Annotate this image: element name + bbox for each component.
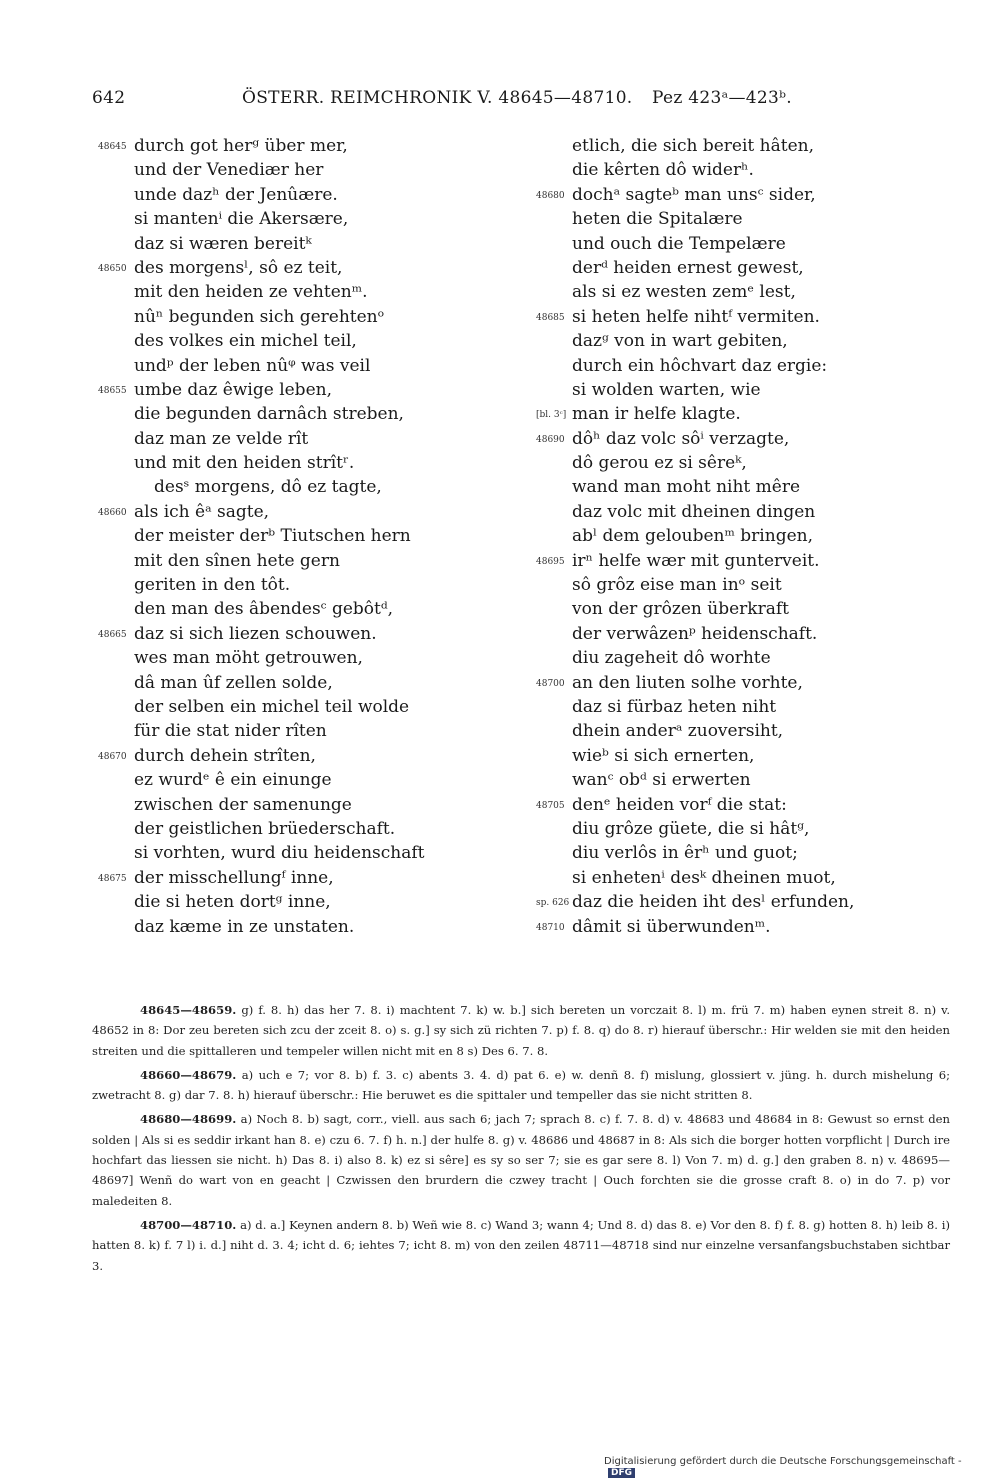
verse-text: des volkes ein michel teil, — [134, 331, 357, 352]
verse-text: der verwâzenᵖ heidenschaft. — [572, 623, 818, 644]
verse-line — [536, 207, 956, 231]
verse-line — [98, 866, 518, 890]
verse-text: abˡ dem geloubenᵐ bringen, — [572, 526, 813, 547]
verse-line — [536, 158, 956, 182]
verse-text: nûⁿ begunden sich gerehtenᵒ — [134, 306, 385, 327]
verse-line — [98, 475, 518, 499]
verse-text: irⁿ helfe wær mit gunterveit. — [572, 550, 820, 571]
verse-text: mit den heiden ze vehtenᵐ. — [134, 282, 368, 303]
verse-text: si heten helfe nihtᶠ vermiten. — [572, 306, 820, 327]
verse-line — [536, 305, 956, 329]
verse-text: dô gerou ez si sêreᵏ, — [572, 453, 747, 474]
line-number: 48685 — [536, 312, 565, 323]
verse-line — [98, 695, 518, 719]
note-text: a) d. a.] Keynen andern 8. b) Weñ wie 8. c) Wand 3; wann 4; Und 8. d) das 8. e) Vor den 8. f) f. 8. g) hotten 8. h) leib 8. i) hatten 8. k) f. 7 l) i. d.] niht d. 3. 4; icht d. 6; iehtes 7; icht 8. m) von den zeilen 48711—48718 sind nur einzelne versanfangsbuchstaben sichtbar 3. — [92, 1217, 950, 1273]
note-paragraph — [92, 1215, 950, 1276]
verse-text: si wolden warten, wie — [572, 379, 761, 400]
footer-text: Digitalisierung gefördert durch die Deutsche Forschungsgemeinschaft - — [604, 1456, 962, 1467]
note-range: 48645—48659. — [140, 1003, 237, 1017]
note-range: 48680—48699. — [140, 1112, 237, 1127]
line-number: 48710 — [536, 922, 565, 933]
verse-line — [536, 427, 956, 451]
verse-line — [536, 329, 956, 353]
verse-line — [536, 524, 956, 548]
verse-line — [98, 280, 518, 304]
verse-text: heten die Spitalære — [572, 209, 743, 230]
line-number: 48695 — [536, 556, 565, 567]
verse-text: geriten in den tôt. — [134, 575, 291, 596]
line-number: 48645 — [98, 142, 127, 152]
verse-line — [536, 817, 956, 841]
verse-line — [98, 744, 518, 768]
verse-text: zwischen der samenunge — [134, 794, 352, 815]
verse-line — [98, 549, 518, 573]
verse-line — [536, 646, 956, 670]
verse-text: durch dehein strîten, — [134, 745, 316, 766]
note-text: g) f. 8. h) das her 7. 8. i) machtent 7. k) w. b.] sich bereten un vorczait 8. l) m. frü 7. m) haben eynen streit 8. n) v. 48652 in 8: Dor zeu bereten sich zcu der zceit 8. o) s. g.] sy sich zü richten 7. p) f. 8. q) do 8. r) hierauf überschr.: Hir welden sie mit den heiden streiten und die spittalleren und tempeler willen nicht mit en 8 s) Des 6. 7. 8. — [92, 1003, 951, 1058]
verse-text: daz si sich liezen schouwen. — [134, 623, 377, 644]
verse-text: denᵉ heiden vorᶠ die stat: — [572, 794, 787, 815]
verse-text: sô grôz eise man inᵒ seit — [572, 575, 782, 596]
verse-line — [536, 500, 956, 524]
verse-text: daz die heiden iht desˡ erfunden, — [572, 892, 855, 913]
verse-text: den man des âbendesᶜ gebôtᵈ, — [134, 599, 394, 620]
right-verse-column — [536, 134, 956, 939]
note-range: 48700—48710. — [140, 1217, 237, 1232]
verse-line — [98, 841, 518, 865]
verse-line — [98, 622, 518, 646]
verse-text: von der grôzen überkraft — [572, 599, 789, 620]
verse-line — [536, 475, 956, 499]
verse-line — [536, 451, 956, 475]
verse-line — [98, 890, 518, 914]
verse-line — [536, 134, 956, 158]
verse-line — [98, 500, 518, 524]
verse-text: si enhetenⁱ desᵏ dheinen muot, — [572, 867, 836, 888]
verse-line — [98, 793, 518, 817]
verse-line — [98, 597, 518, 621]
verse-text: undᵖ der leben nûᵠ was veil — [134, 355, 371, 376]
note-paragraph — [92, 1109, 950, 1210]
verse-line — [536, 622, 956, 646]
verse-text: daz si wæren bereitᵏ — [134, 233, 312, 254]
verse-text: dôʰ daz volc sôⁱ verzagte, — [572, 428, 790, 449]
verse-text: der meister derᵇ Tiutschen hern — [134, 526, 411, 547]
running-header — [92, 88, 808, 114]
verse-text: wes man möht getrouwen, — [134, 648, 363, 669]
verse-line — [98, 158, 518, 182]
verse-line — [536, 378, 956, 402]
verse-text: daz si fürbaz heten niht — [572, 696, 777, 717]
verse-text: si vorhten, wurd diu heidenschaft — [134, 843, 425, 864]
line-number: 48675 — [98, 873, 127, 884]
verse-text: derᵈ heiden ernest gewest, — [572, 257, 804, 278]
line-number: [bl. 3ᶜ] — [536, 410, 567, 421]
line-number: 48650 — [98, 263, 127, 274]
verse-line — [536, 183, 956, 207]
apparatus-notes — [92, 1000, 950, 1280]
verse-line — [98, 573, 518, 597]
verse-text: diu grôze güete, die si hâtᵍ, — [572, 818, 810, 839]
verse-line — [536, 280, 956, 304]
verse-line — [98, 256, 518, 280]
verse-line — [98, 402, 518, 426]
verse-text: als ich êᵃ sagte, — [134, 501, 270, 522]
line-number: 48660 — [98, 507, 127, 518]
verse-text: und ouch die Tempelære — [572, 233, 786, 254]
verse-line — [536, 232, 956, 256]
dfg-logo: DFG — [608, 1468, 635, 1478]
note-text: a) uch e 7; vor 8. b) f. 3. c) abents 3. 4. d) pat 6. e) w. denñ 8. f) mislung, glossiert v. jüng. h. durch mishelung 6; zwetracht 8. g) dar 7. 8. h) hierauf überschr.: Hie beruwet es die spittaler und tempeller das sie nicht stritten 8. — [92, 1067, 951, 1103]
note-text: a) Noch 8. b) sagt, corr., viell. aus sach 6; jach 7; sprach 8. c) f. 7. 8. d) v. 48683 und 48684 in 8: Gewust so ernst den solden | Als si es seddir irkant han 8. e) czu 6. 7. f) h. n.] der hulfe 8. g) v. 48686 und 48687 in 8: Als sich die borger hotten vorpflicht | Durch ire hochfart das liessen sie nicht. h) Das 8. i) also 8. k) ez si sêre] es sy so ser 7; sie es gar sere 8. l) Von 7. m) d. g.] den graben 8. n) v. 48695—48697] Wenñ do wart von en geacht | Czwissen den brurdern die czwey tracht | Ouch forchten sie die grosse craft 8. o) in do 7. p) vor maledeiten 8. — [92, 1112, 951, 1208]
verse-text: wieᵇ si sich ernerten, — [572, 745, 755, 766]
verse-text: daz volc mit dheinen dingen — [572, 501, 816, 522]
verse-text: desˢ morgens, dô ez tagte, — [154, 477, 382, 498]
verse-text: durch ein hôchvart daz ergie: — [572, 355, 828, 376]
verse-text: man ir helfe klagte. — [572, 404, 741, 425]
verse-text: diu zageheit dô worhte — [572, 648, 771, 669]
line-number: 48665 — [98, 629, 127, 640]
verse-text: daz kæme in ze unstaten. — [134, 916, 355, 937]
pez-reference: Pez 423ᵃ—423ᵇ. — [652, 88, 792, 108]
verse-text: dochᵃ sagteᵇ man unsᶜ sider, — [572, 184, 816, 205]
verse-text: unde dazʰ der Jenûære. — [134, 184, 338, 205]
verse-line — [536, 573, 956, 597]
verse-line — [536, 866, 956, 890]
verse-text: dâ man ûf zellen solde, — [134, 672, 333, 693]
line-number: 48670 — [98, 751, 127, 762]
verse-line — [536, 768, 956, 792]
verse-line — [98, 207, 518, 231]
verse-text: der misschellungᶠ inne, — [134, 867, 334, 888]
verse-line — [98, 354, 518, 378]
verse-text: dazᵍ von in wart gebiten, — [572, 331, 788, 352]
verse-line — [98, 817, 518, 841]
verse-text: dâmit si überwundenᵐ. — [572, 916, 771, 937]
page-number: 642 — [92, 88, 126, 108]
verse-text: wand man moht niht mêre — [572, 477, 801, 498]
note-paragraph — [92, 1000, 950, 1061]
verse-text: der geistlichen brüederschaft. — [134, 818, 396, 839]
verse-text: umbe daz êwige leben, — [134, 379, 332, 400]
verse-line — [98, 524, 518, 548]
verse-line — [536, 793, 956, 817]
verse-text: si mantenⁱ die Akersære, — [134, 209, 349, 230]
verse-line — [98, 305, 518, 329]
running-title: ÖSTERR. REIMCHRONIK V. 48645—48710. — [242, 88, 633, 108]
verse-line — [536, 597, 956, 621]
verse-text: daz man ze velde rît — [134, 428, 309, 449]
verse-line — [98, 329, 518, 353]
verse-line — [98, 232, 518, 256]
verse-text: des morgensˡ, sô ez teit, — [134, 257, 343, 278]
verse-line — [98, 671, 518, 695]
verse-line — [98, 646, 518, 670]
line-number: 48705 — [536, 800, 565, 811]
verse-line — [536, 671, 956, 695]
verse-text: als si ez westen zemᵉ lest, — [572, 282, 796, 303]
verse-text: wanᶜ obᵈ si erwerten — [572, 770, 751, 791]
line-number: sp. 626 — [536, 898, 570, 909]
verse-line — [98, 427, 518, 451]
verse-text: für die stat nider rîten — [134, 721, 327, 742]
note-paragraph — [92, 1065, 950, 1106]
verse-line — [536, 890, 956, 914]
verse-line — [98, 183, 518, 207]
verse-line — [536, 695, 956, 719]
verse-text: und der Venediær her — [134, 160, 324, 181]
verse-text: an den liuten solhe vorhte, — [572, 672, 803, 693]
line-number: 48700 — [536, 678, 565, 689]
verse-line — [536, 549, 956, 573]
verse-line — [98, 719, 518, 743]
verse-line — [536, 719, 956, 743]
verse-line — [98, 915, 518, 939]
verse-text: der selben ein michel teil wolde — [134, 696, 410, 717]
verse-text: diu verlôs in êrʰ und guot; — [572, 843, 798, 864]
line-number: 48655 — [98, 385, 127, 396]
footer-credit — [604, 1456, 982, 1478]
note-range: 48660—48679. — [140, 1067, 237, 1082]
verse-text: mit den sînen hete gern — [134, 550, 340, 571]
verse-text: und mit den heiden strîtʳ. — [134, 453, 355, 474]
verse-text: dhein anderᵃ zuoversiht, — [572, 721, 784, 742]
verse-line — [536, 744, 956, 768]
verse-line — [98, 378, 518, 402]
left-verse-column — [98, 134, 518, 939]
line-number: 48690 — [536, 434, 565, 445]
verse-line — [536, 354, 956, 378]
verse-text: ez wurdᵉ ê ein einunge — [134, 770, 332, 791]
verse-line — [536, 915, 956, 939]
line-number: 48680 — [536, 190, 565, 201]
verse-text: die si heten dortᵍ inne, — [134, 892, 331, 913]
verse-line — [536, 402, 956, 426]
verse-line — [98, 134, 518, 158]
verse-line — [536, 256, 956, 280]
verse-line — [536, 841, 956, 865]
verse-text: die kêrten dô widerʰ. — [572, 160, 754, 181]
verse-line — [98, 768, 518, 792]
verse-line — [98, 451, 518, 475]
verse-text: etlich, die sich bereit hâten, — [572, 136, 814, 156]
verse-text: durch got herᵍ über mer, — [134, 136, 348, 156]
verse-text: die begunden darnâch streben, — [134, 404, 404, 425]
